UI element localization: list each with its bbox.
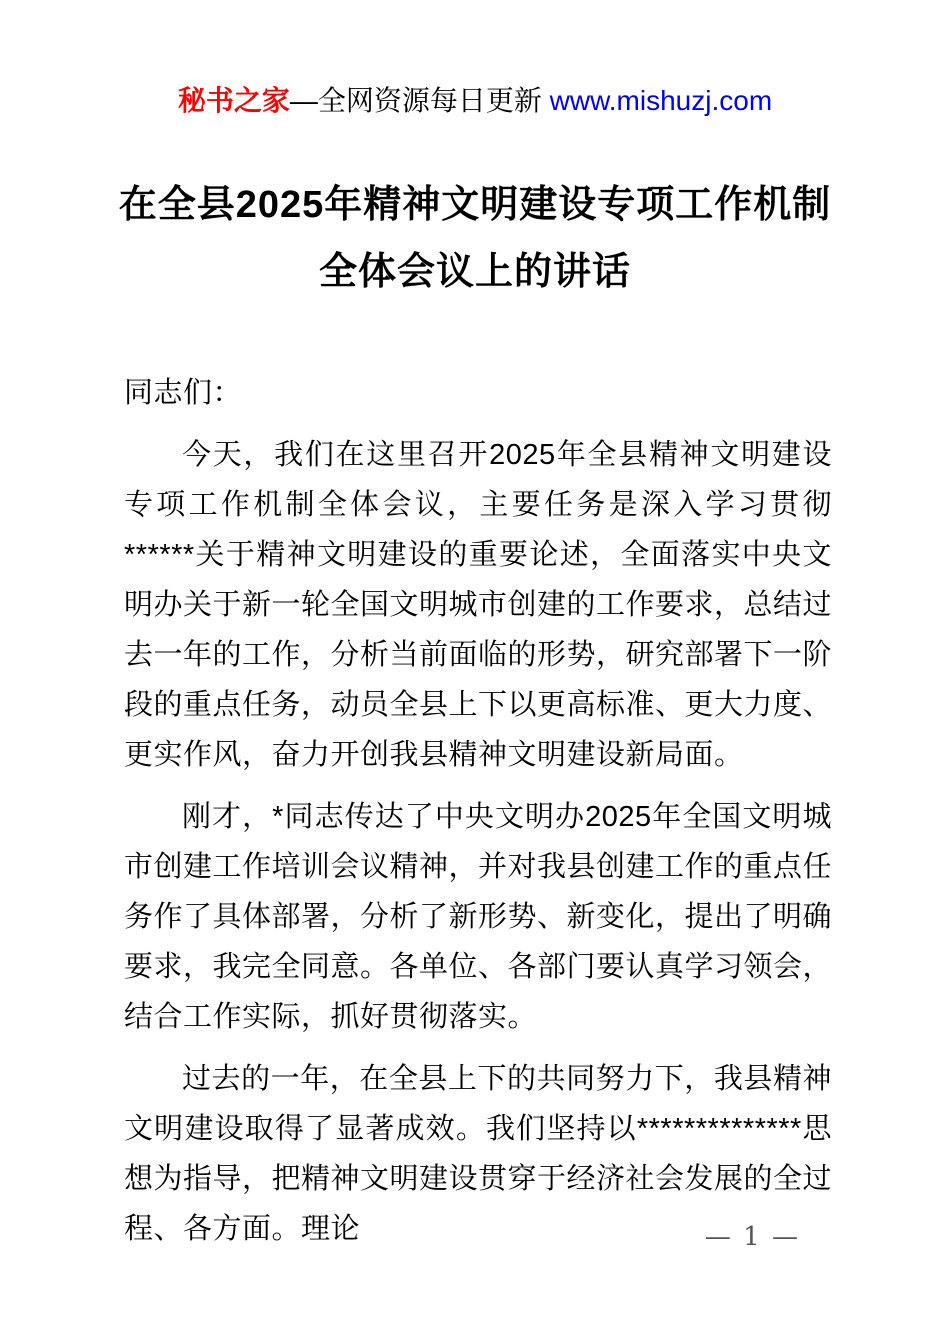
site-tagline: —全网资源每日更新 — [289, 85, 550, 116]
paragraph: 过去的一年，在全县上下的共同努力下，我县精神文明建设取得了显著成效。我们坚持以**************思想为指导，把精神文明建设贯穿于经济社会发展的全过程、各方面。理论 — [124, 1063, 833, 1245]
title-line-2: 全体会议上的讲话 — [318, 251, 631, 293]
site-header — [0, 84, 950, 118]
site-brand: 秘书之家 — [177, 85, 290, 116]
salutation: 同志们： — [124, 377, 243, 409]
document-body — [124, 368, 832, 1266]
document-title — [0, 172, 950, 306]
title-line-1: 在全县2025年精神文明建设专项工作机制 — [118, 184, 832, 226]
paragraph: 今天，我们在这里召开2025年全县精神文明建设专项工作机制全体会议，主要任务是深入学习贯彻******关于精神文明建设的重要论述，全面落实中央文明办关于新一轮全国文明城市创建的工作要求，总结过去一年的工作，分析当前面临的形势，研究部署下一阶段的重点任务，动员全县上下以更高标准、更大力度、更实作风，奋力开创我县精神文明建设新局面。 — [124, 439, 833, 771]
site-url-link[interactable]: www.mishuzj.com — [549, 85, 773, 116]
paragraph: 刚才，*同志传达了中央文明办2025年全国文明城市创建工作培训会议精神，并对我县创建工作的重点任务作了具体部署，分析了新形势、新变化，提出了明确要求，我完全同意。各单位、各部门要认真学习领会，结合工作实际，抓好贯彻落实。 — [124, 801, 833, 1033]
page-number: — 1 — — [704, 1222, 800, 1252]
